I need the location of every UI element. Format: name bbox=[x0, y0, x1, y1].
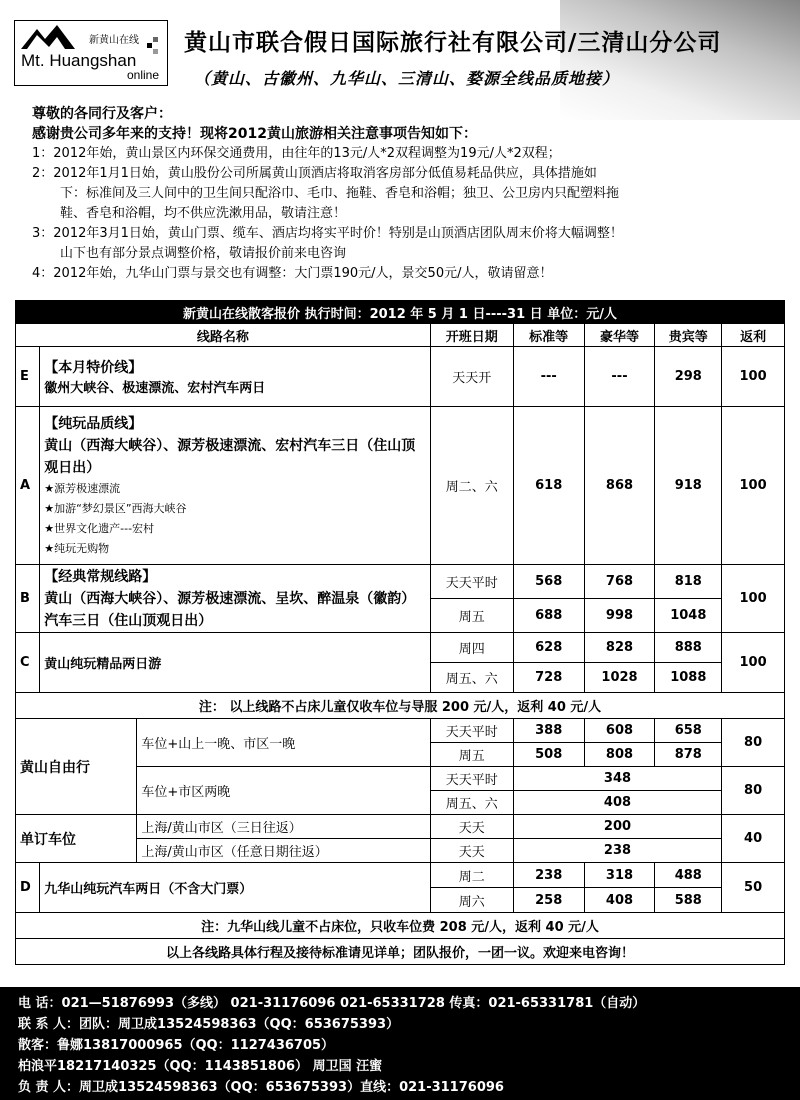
rebate: 100 bbox=[722, 407, 785, 565]
mountain-ink-background bbox=[560, 0, 800, 120]
route-feature: ★世界文化遗产---宏村 bbox=[44, 521, 155, 535]
notice-item-cont: 下：标准间及三人间中的卫生间只配浴巾、毛巾、拖鞋、香皂和浴帽；独卫、公卫房内只配塑料拖 bbox=[60, 186, 620, 201]
rebate: 100 bbox=[722, 347, 785, 407]
price-std: 238 bbox=[513, 863, 584, 888]
price-single: 408 bbox=[513, 791, 721, 815]
intro: 感谢贵公司多年来的支持！现将2012黄山旅游相关注意事项告知如下： bbox=[32, 126, 477, 142]
header bbox=[0, 0, 800, 96]
header-std: 标准等 bbox=[513, 324, 584, 347]
price-std: 618 bbox=[513, 407, 584, 565]
contact-line: 联 系 人：团队：周卫成13524598363（QQ：653675393） bbox=[18, 1017, 400, 1032]
price-single: 348 bbox=[513, 767, 721, 791]
contact-line: 柏浪平18217140325（QQ：1143851806） 周卫国 汪蜜 bbox=[18, 1059, 383, 1074]
price-single: 200 bbox=[513, 815, 721, 839]
notice-item-cont: 鞋、香皂和浴帽，均不供应洗漱用品，敬请注意！ bbox=[60, 206, 347, 221]
route-code: A bbox=[16, 407, 40, 565]
rebate: 40 bbox=[722, 815, 785, 863]
route-code: B bbox=[16, 565, 40, 633]
route-date: 周四 bbox=[430, 633, 513, 663]
notice-item: 4：2012年始，九华山门票与景交也有调整：大门票190元/人，景交50元/人，敬请留意！ bbox=[32, 266, 553, 281]
seat-option: 上海/黄山市区（三日往返） bbox=[137, 815, 430, 839]
header-vip: 贵宾等 bbox=[655, 324, 722, 347]
logo-en-text: Mt. Huangshan bbox=[21, 51, 137, 70]
route-date: 周五 bbox=[430, 743, 513, 767]
route-code: C bbox=[16, 633, 40, 693]
rebate: 50 bbox=[722, 863, 785, 913]
price-lux: 828 bbox=[584, 633, 655, 663]
company-title: 黄山市联合假日国际旅行社有限公司/三清山分公司 bbox=[184, 30, 722, 56]
price-lux: 408 bbox=[584, 888, 655, 913]
price-vip: 818 bbox=[655, 565, 722, 599]
contact-line: 负 责 人：周卫成13524598363（QQ：653675393）直线：021-31176096 bbox=[18, 1080, 504, 1095]
route-desc: 黄山（西海大峡谷）、源芳极速漂流、宏村汽车三日（住山顶观日出） bbox=[44, 437, 416, 476]
price-std: 568 bbox=[513, 565, 584, 599]
price-std: 728 bbox=[513, 663, 584, 693]
price-vip: 1048 bbox=[655, 599, 722, 633]
price-vip: 918 bbox=[655, 407, 722, 565]
route-code: E bbox=[16, 347, 40, 407]
price-vip: 658 bbox=[655, 719, 722, 743]
free-option: 车位+山上一晚、市区一晚 bbox=[137, 719, 430, 767]
notice-item: 3：2012年3月1日始，黄山门票、缆车、酒店均将实平时价！特别是山顶酒店团队周末价将大幅调整！ bbox=[32, 226, 623, 241]
table-note: 注：九华山线儿童不占床位，只收车位费 208 元/人，返利 40 元/人 bbox=[16, 913, 785, 939]
route-feature: ★加游“梦幻景区”西海大峡谷 bbox=[44, 501, 187, 515]
notice-item: 1：2012年始，黄山景区内环保交通费用，由往年的13元/人*2双程调整为19元/人*2双程； bbox=[32, 146, 561, 161]
company-subtitle: （黄山、古徽州、九华山、三清山、婺源全线品质地接） bbox=[194, 69, 620, 88]
route-date: 周二、六 bbox=[430, 407, 513, 565]
header-rebate: 返利 bbox=[722, 324, 785, 347]
logo-cn-text: 新黄山在线 bbox=[89, 35, 139, 46]
rebate: 80 bbox=[722, 767, 785, 815]
route-date: 天天平时 bbox=[430, 565, 513, 599]
price-vip: 298 bbox=[655, 347, 722, 407]
header-lux: 豪华等 bbox=[584, 324, 655, 347]
route-date: 天天平时 bbox=[430, 719, 513, 743]
header-route: 线路名称 bbox=[16, 324, 431, 347]
price-std: 688 bbox=[513, 599, 584, 633]
notice-section bbox=[32, 104, 772, 284]
route-date: 天天 bbox=[430, 815, 513, 839]
price-lux: 808 bbox=[584, 743, 655, 767]
price-lux: 1028 bbox=[584, 663, 655, 693]
route-feature: ★纯玩无购物 bbox=[44, 541, 110, 555]
price-std: 388 bbox=[513, 719, 584, 743]
route-code: D bbox=[16, 863, 40, 913]
price-lux: 868 bbox=[584, 407, 655, 565]
price-std: 628 bbox=[513, 633, 584, 663]
route-date: 天天 bbox=[430, 839, 513, 863]
route-title: 【本月特价线】 bbox=[44, 360, 143, 376]
route-feature: ★源芳极速漂流 bbox=[44, 481, 121, 495]
price-std: --- bbox=[513, 347, 584, 407]
route-title: 【经典常规线路】 bbox=[44, 568, 157, 585]
seat-label: 单订车位 bbox=[16, 815, 137, 863]
price-std: 258 bbox=[513, 888, 584, 913]
logo-square bbox=[153, 37, 158, 42]
rebate: 100 bbox=[722, 633, 785, 693]
rebate: 80 bbox=[722, 719, 785, 767]
table-note: 以上各线路具体行程及接待标准请见详单；团队报价，一团一议。欢迎来电咨询！ bbox=[16, 939, 785, 965]
route-date: 周五 bbox=[430, 599, 513, 633]
route-desc: 徽州大峡谷、极速漂流、宏村汽车两日 bbox=[44, 381, 266, 396]
contact-line: 散客：鲁娜13817000965（QQ：1127436705） bbox=[18, 1038, 335, 1053]
price-lux: 608 bbox=[584, 719, 655, 743]
price-vip: 1088 bbox=[655, 663, 722, 693]
price-lux: 318 bbox=[584, 863, 655, 888]
price-vip: 588 bbox=[655, 888, 722, 913]
logo-en2-text: online bbox=[126, 68, 159, 82]
table-banner: 新黄山在线散客报价 执行时间：2012 年 5 月 1 日----31 日 单位：元/人 bbox=[16, 301, 785, 324]
route-date: 天天平时 bbox=[430, 767, 513, 791]
route-title: 【纯玩品质线】 bbox=[44, 415, 143, 432]
route-date: 天天开 bbox=[430, 347, 513, 407]
logo-square bbox=[147, 43, 152, 48]
route-desc: 九华山纯玩汽车两日（不含大门票） bbox=[40, 863, 431, 913]
price-lux: --- bbox=[584, 347, 655, 407]
header-date: 开班日期 bbox=[430, 324, 513, 347]
logo-square bbox=[153, 49, 158, 54]
notice-item: 2：2012年1月1日始，黄山股份公司所属黄山顶酒店将取消客房部分低值易耗品供应，具体措施如 bbox=[32, 166, 597, 181]
price-single: 238 bbox=[513, 839, 721, 863]
route-cell bbox=[40, 407, 431, 565]
route-desc: 黄山（西海大峡谷）、源芳极速漂流、呈坎、醉温泉（徽韵）汽车三日（住山顶观日出） bbox=[44, 590, 416, 629]
price-table bbox=[15, 300, 785, 965]
rebate: 100 bbox=[722, 565, 785, 633]
mountain-logo-icon bbox=[21, 25, 87, 51]
logo bbox=[14, 20, 168, 86]
price-vip: 878 bbox=[655, 743, 722, 767]
route-cell bbox=[40, 347, 431, 407]
notice-item-cont: 山下也有部分景点调整价格，敬请报价前来电咨询 bbox=[60, 246, 347, 261]
route-date: 周六 bbox=[430, 888, 513, 913]
contact-line: 电 话：021—51876993（多线） 021-31176096 021-65331728 传真：021-65331781（自动） bbox=[18, 996, 646, 1011]
price-lux: 768 bbox=[584, 565, 655, 599]
price-std: 508 bbox=[513, 743, 584, 767]
seat-option: 上海/黄山市区（任意日期往返） bbox=[137, 839, 430, 863]
route-date: 周五、六 bbox=[430, 791, 513, 815]
price-lux: 998 bbox=[584, 599, 655, 633]
route-date: 周五、六 bbox=[430, 663, 513, 693]
route-cell bbox=[40, 565, 431, 633]
free-option: 车位+市区两晚 bbox=[137, 767, 430, 815]
route-date: 周二 bbox=[430, 863, 513, 888]
price-vip: 488 bbox=[655, 863, 722, 888]
table-note: 注： 以上线路不占床儿童仅收车位与导服 200 元/人，返利 40 元/人 bbox=[16, 693, 785, 719]
price-vip: 888 bbox=[655, 633, 722, 663]
contact-footer bbox=[0, 987, 800, 1100]
greeting: 尊敬的各同行及客户： bbox=[32, 106, 172, 122]
route-desc: 黄山纯玩精品两日游 bbox=[40, 633, 431, 693]
free-travel-label: 黄山自由行 bbox=[16, 719, 137, 815]
